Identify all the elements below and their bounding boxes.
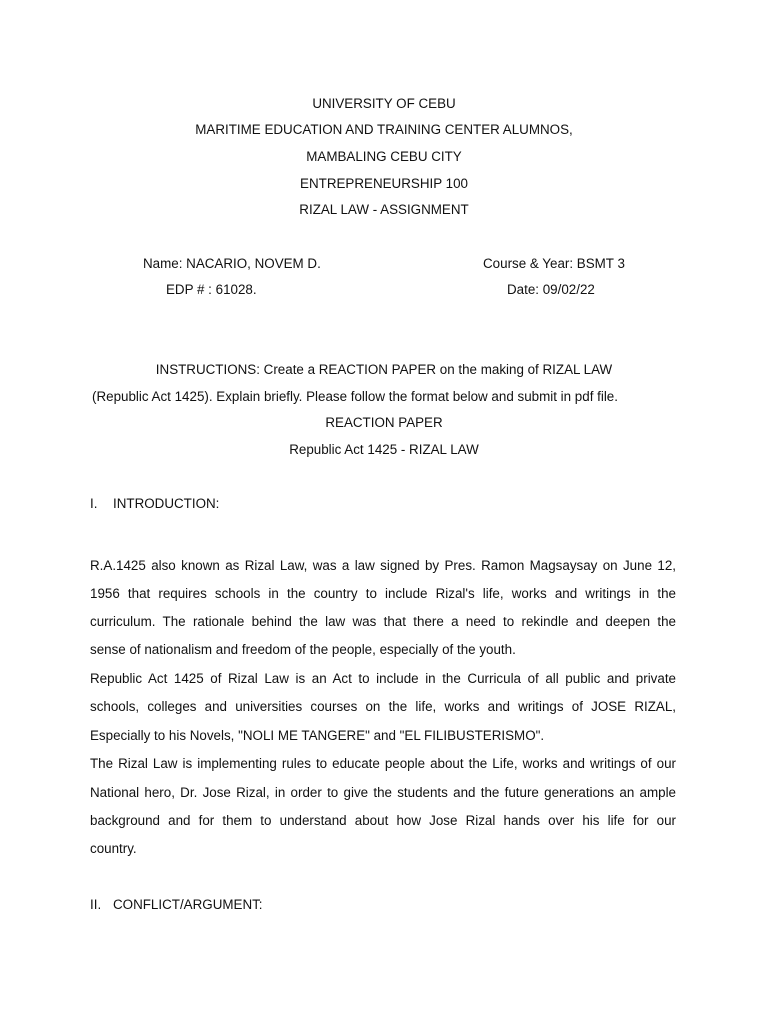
student-name: Name: NACARIO, NOVEM D. <box>143 256 321 271</box>
body-line: country. <box>90 841 137 856</box>
section-number-intro: I. <box>90 496 98 511</box>
submission-date: Date: 09/02/22 <box>507 282 595 297</box>
assignment-title: RIZAL LAW - ASSIGNMENT <box>299 202 469 217</box>
city-name: MAMBALING CEBU CITY <box>306 149 462 164</box>
instructions-line-2: (Republic Act 1425). Explain briefly. Please follow the format below and submit in pdf file. <box>92 389 618 404</box>
section-heading-intro: INTRODUCTION: <box>113 496 220 511</box>
body-line: Especially to his Novels, "NOLI ME TANGERE" and "EL FILIBUSTERISMO". <box>90 728 545 743</box>
section-heading-conflict: CONFLICT/ARGUMENT: <box>113 897 263 912</box>
body-line: background and for them to understand about how Jose Rizal hands over his life for our <box>90 813 676 828</box>
training-center-name: MARITIME EDUCATION AND TRAINING CENTER ALUMNOS, <box>195 122 573 137</box>
section-number-conflict: II. <box>90 897 102 912</box>
body-line: schools, colleges and universities courses on the life, works and writings of JOSE RIZAL, <box>90 699 676 714</box>
reaction-paper-title: REACTION PAPER <box>325 415 443 430</box>
university-name: UNIVERSITY OF CEBU <box>312 96 456 111</box>
reaction-paper-subtitle: Republic Act 1425 - RIZAL LAW <box>289 442 479 457</box>
body-line: Republic Act 1425 of Rizal Law is an Act to include in the Curricula of all public and private <box>90 671 676 686</box>
edp-number: EDP # : 61028. <box>166 282 257 297</box>
course-year: Course & Year: BSMT 3 <box>483 256 625 271</box>
course-name: ENTREPRENEURSHIP 100 <box>300 176 468 191</box>
body-line: sense of nationalism and freedom of the people, especially of the youth. <box>90 642 516 657</box>
body-line: curriculum. The rationale behind the law was that there a need to rekindle and deepen the <box>90 614 676 629</box>
body-line: National hero, Dr. Jose Rizal, in order to give the students and the future generations an ample <box>90 785 676 800</box>
body-line: R.A.1425 also known as Rizal Law, was a law signed by Pres. Ramon Magsaysay on June 12, <box>90 558 676 573</box>
body-line: 1956 that requires schools in the country to include Rizal's life, works and writings in the <box>90 586 676 601</box>
body-line: The Rizal Law is implementing rules to educate people about the Life, works and writings of our <box>90 756 676 771</box>
instructions-line-1: INSTRUCTIONS: Create a REACTION PAPER on the making of RIZAL LAW <box>155 362 613 377</box>
